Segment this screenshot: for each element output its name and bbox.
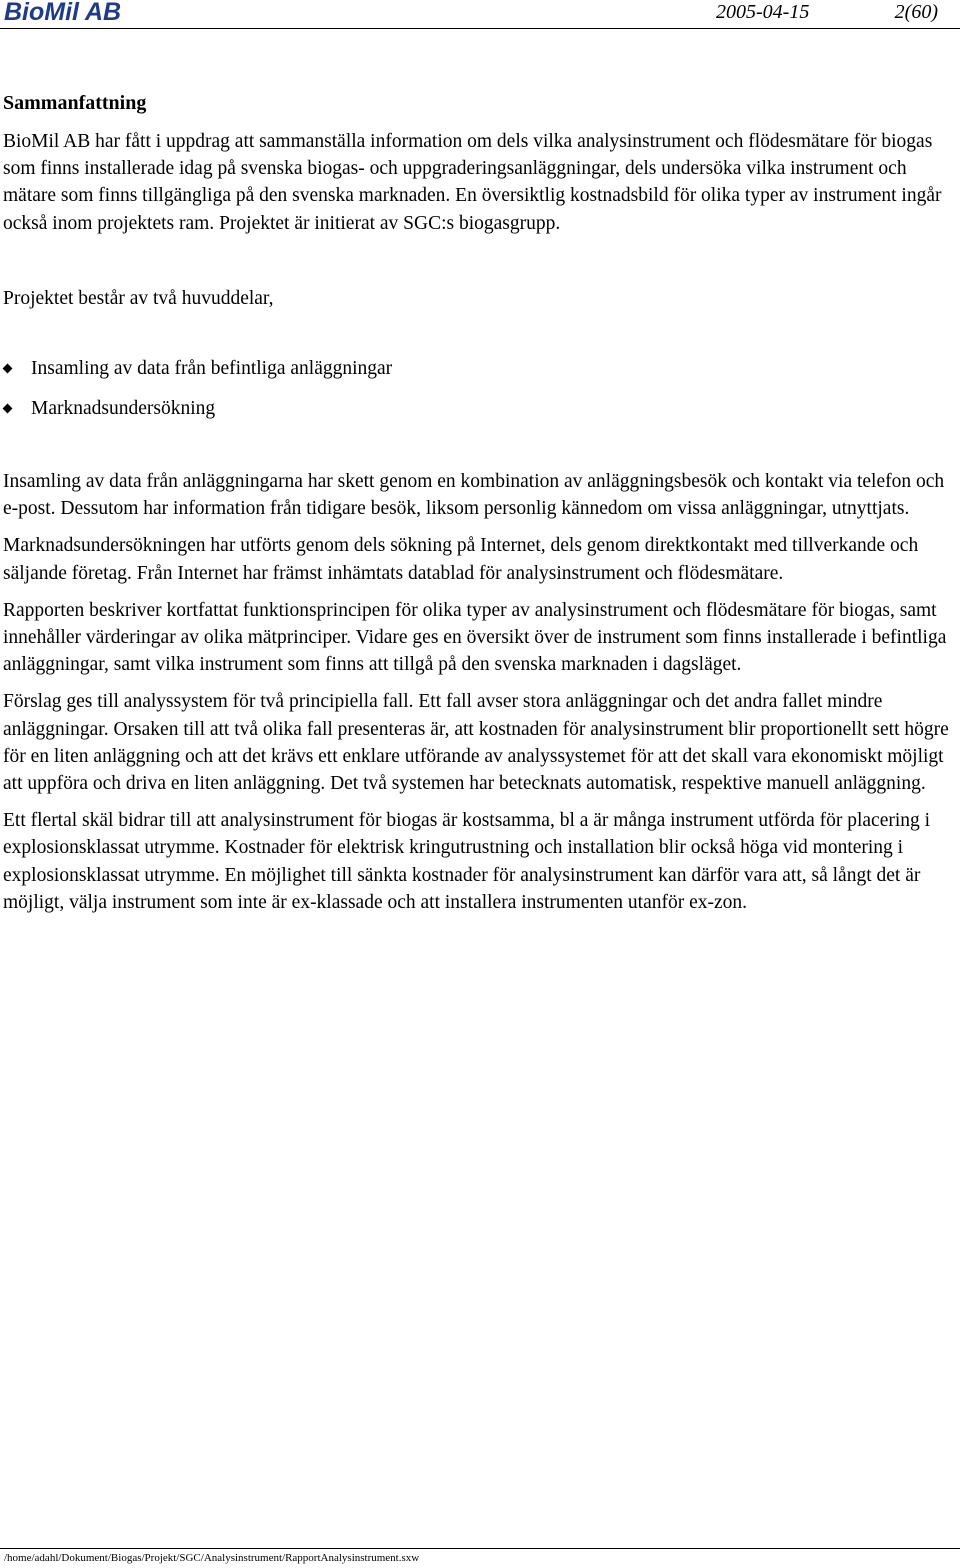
diamond-bullet-icon (3, 364, 13, 374)
diamond-bullet-icon (3, 404, 13, 414)
list-item (3, 395, 953, 422)
list-item (3, 355, 953, 382)
page-header (0, 0, 960, 29)
company-logo-text: BioMil AB (4, 0, 122, 26)
header-date: 2005-04-15 (716, 1, 810, 23)
paragraph-intro: BioMil AB har fått i uppdrag att sammanställa information om dels vilka analysinstrument och flödesmätare för biogas som finns installerade idag på svenska biogas- och uppgraderingsanläggningar, dels undersöka vilka instrument och mätare som finns tillgängliga på den svenska marknaden. En översiktlig kostnadsbild för olika typer av instrument ingår också inom projektets ram. Projektet är initierat av SGC:s biogasgrupp. (3, 131, 942, 234)
footer-divider (0, 1548, 960, 1549)
section-title: Sammanfattning (3, 92, 147, 114)
paragraph-proposals: Förslag ges till analyssystem för två principiella fall. Ett fall avser stora anläggningar och det andra fallet mindre anläggningar. Orsaken till att två olika fall presenteras är, att kostnaden för analysinstrument blir proportionellt sett högre för en liten anläggning och att det krävs ett enklare utförande av analyssystemet för att det skall vara ekonomiskt möjligt att uppföra och driva en liten anläggning. Det två systemen har betecknats automatisk, respektive manuell anläggning. (3, 691, 949, 795)
paragraph-market-survey: Marknadsundersökningen har utförts genom dels sökning på Internet, dels genom direktkontakt med tillverkande och säljande företag. Från Internet har främst inhämtats datablad för analysinstrument och flödesmätare. (3, 535, 919, 584)
page-number: 2(60) (894, 1, 938, 23)
paragraph-costs: Ett flertal skäl bidrar till att analysinstrument för biogas är kostsamma, bl a är många instrument utförda för placering i explosionsklassat utrymme. Kostnader för elektrisk kringutrustning och installation blir också höga vid montering i explosionsklassat utrymme. En möjlighet till sänkta kostnader för analysinstrument kan därför vara att, så långt det är möjligt, välja instrument som inte är ex-klassade och att installera instrumenten utanför ex-zon. (3, 810, 931, 913)
footer-file-path: /home/adahl/Dokument/Biogas/Projekt/SGC/Analysinstrument/RapportAnalysinstrument.sxw (4, 1552, 420, 1564)
list-item-text: Marknadsundersökning (31, 398, 216, 420)
document-body (3, 88, 953, 916)
paragraph-project-parts: Projektet består av två huvuddelar, (3, 287, 274, 309)
list-item-text: Insamling av data från befintliga anläggningar (31, 358, 393, 380)
bullet-list (3, 355, 953, 422)
paragraph-data-collection: Insamling av data från anläggningarna har skett genom en kombination av anläggningsbesök och kontakt via telefon och e-post. Dessutom har information från tidigare besök, liksom personlig kännedom om vissa anläggningar, utnyttjats. (3, 471, 945, 520)
paragraph-report-description: Rapporten beskriver kortfattat funktionsprincipen för olika typer av analysinstrument och flödesmätare för biogas, samt innehåller värderingar av olika mätprinciper. Vidare ges en översikt över de instrument som finns installerade i befintliga anläggningar, samt vilka instrument som finns att tillgå på den svenska marknaden i dagsläget. (3, 599, 947, 676)
